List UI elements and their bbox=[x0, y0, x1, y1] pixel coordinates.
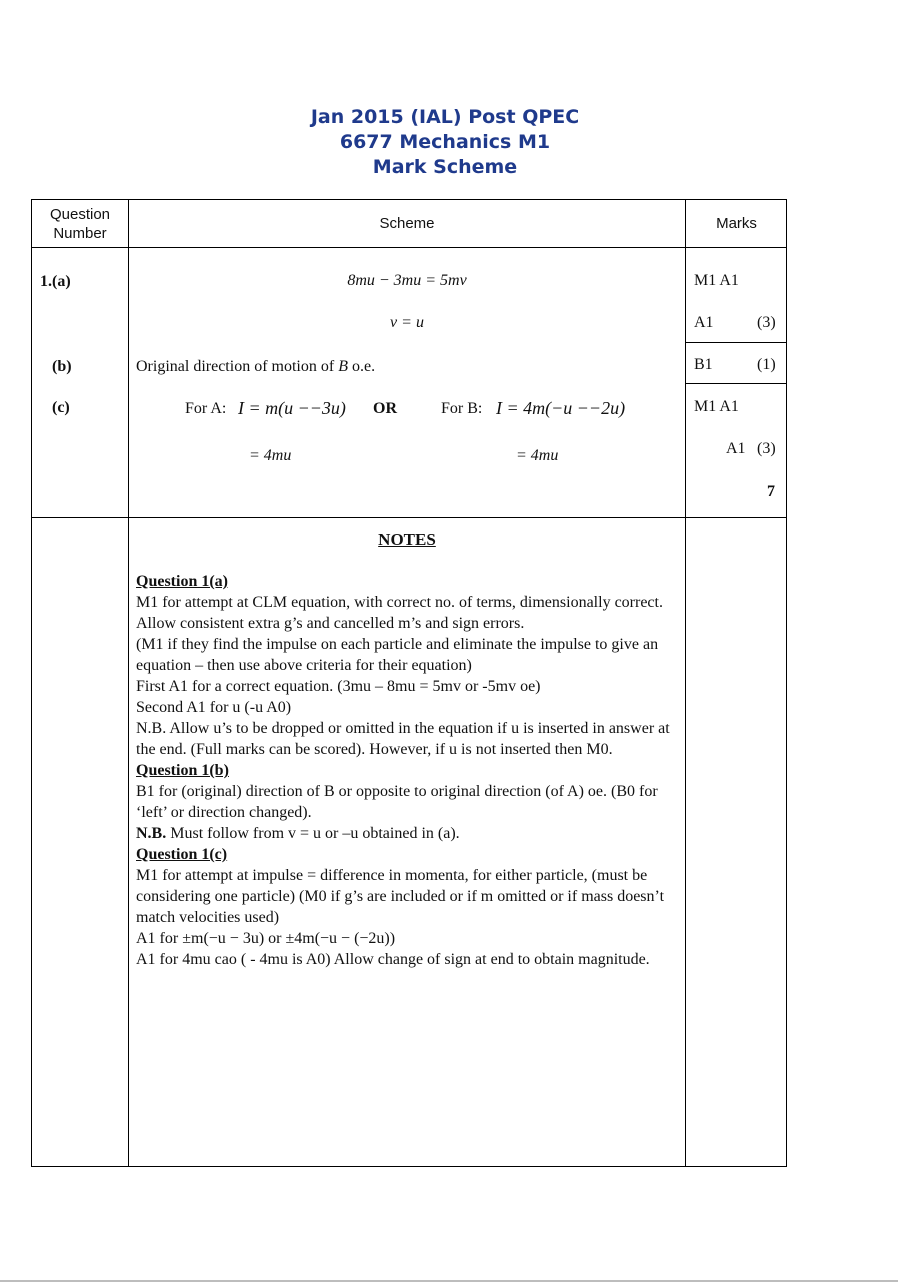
q1c-for-b: For B: bbox=[441, 400, 483, 417]
notes-q1a-line3: First A1 for a correct equation. (3mu – 8mu = 5mv or -5mv oe) bbox=[136, 678, 541, 695]
document-title-line3: Mark Scheme bbox=[372, 156, 518, 178]
notes-body bbox=[136, 571, 681, 970]
notes-q1c-heading: Question 1(c) bbox=[136, 846, 228, 863]
q1c-total: (3) bbox=[757, 440, 776, 457]
document-title-line1: Jan 2015 (IAL) Post QPEC bbox=[310, 106, 580, 128]
header-marks: Marks bbox=[716, 215, 757, 232]
notes-q1a-line4: Second A1 for u (-u A0) bbox=[136, 699, 292, 716]
header-question-number: Question Number bbox=[49, 206, 111, 242]
notes-q1a-line1: M1 for attempt at CLM equation, with correct no. of terms, dimensionally correct. Allow consistent extra g’s and cancelled m’s and sign errors. bbox=[136, 594, 663, 632]
q1c-result-a: = 4mu bbox=[249, 447, 292, 464]
q1a-label: 1.(a) bbox=[40, 273, 71, 290]
column-divider-right bbox=[685, 199, 686, 1167]
q1c-marks-a1: A1 bbox=[726, 440, 746, 457]
q1a-equation: 8mu − 3mu = 5mv bbox=[347, 272, 467, 289]
q1c-equation-a: I = m(u −−3u) bbox=[238, 398, 346, 418]
q1a-total: (3) bbox=[757, 314, 776, 331]
column-divider-left bbox=[128, 199, 129, 1167]
q1b-label: (b) bbox=[52, 358, 72, 375]
q1a-answer: v = u bbox=[390, 314, 424, 331]
q1b-total: (1) bbox=[757, 356, 776, 373]
document-title-line2: 6677 Mechanics M1 bbox=[339, 131, 551, 153]
notes-q1c-line3: A1 for 4mu cao ( - 4mu is A0) Allow change of sign at end to obtain magnitude. bbox=[136, 951, 650, 968]
notes-q1b-heading: Question 1(b) bbox=[136, 762, 229, 779]
page-bottom-rule bbox=[0, 1280, 898, 1282]
q1a-marks-m1a1: M1 A1 bbox=[694, 272, 739, 289]
notes-divider bbox=[31, 517, 787, 518]
notes-q1c-line2: A1 for ±m(−u − 3u) or ±4m(−u − (−2u)) bbox=[136, 930, 396, 947]
notes-q1b-line1: B1 for (original) direction of B or opposite to original direction (of A) oe. (B0 for ‘left’ or direction changed). bbox=[136, 783, 658, 821]
notes-q1a-heading: Question 1(a) bbox=[136, 573, 228, 590]
notes-q1b-line2: N.B. Must follow from v = u or –u obtained in (a). bbox=[136, 825, 460, 842]
question-total: 7 bbox=[767, 483, 775, 500]
marks-divider-b bbox=[685, 383, 787, 384]
header-scheme: Scheme bbox=[379, 215, 435, 232]
q1c-or: OR bbox=[373, 400, 397, 417]
notes-q1a-line2: (M1 if they find the impulse on each particle and eliminate the impulse to give an equation – then use above criteria for their equation) bbox=[136, 636, 659, 674]
q1c-for-a: For A: bbox=[185, 400, 227, 417]
q1c-marks-m1a1: M1 A1 bbox=[694, 398, 739, 415]
notes-q1a-line5: N.B. Allow u’s to be dropped or omitted in the equation if u is inserted in answer at the end. (Full marks can be scored). However, if u is not inserted then M0. bbox=[136, 720, 670, 758]
header-divider bbox=[31, 247, 787, 248]
notes-heading: NOTES bbox=[378, 530, 436, 549]
q1b-scheme-text: Original direction of motion of B o.e. bbox=[136, 358, 376, 375]
q1b-marks-b1: B1 bbox=[694, 356, 713, 373]
q1c-label: (c) bbox=[52, 399, 70, 416]
q1c-result-b: = 4mu bbox=[516, 447, 559, 464]
notes-q1c-line1: M1 for attempt at impulse = difference in momenta, for either particle, (must be considering one particle) (M0 if g’s are included or if m omitted or if mass doesn’t match velocities used) bbox=[136, 867, 665, 926]
q1a-marks-a1: A1 bbox=[694, 314, 714, 331]
q1c-equation-b: I = 4m(−u −−2u) bbox=[496, 398, 626, 418]
marks-divider-a bbox=[685, 342, 787, 343]
